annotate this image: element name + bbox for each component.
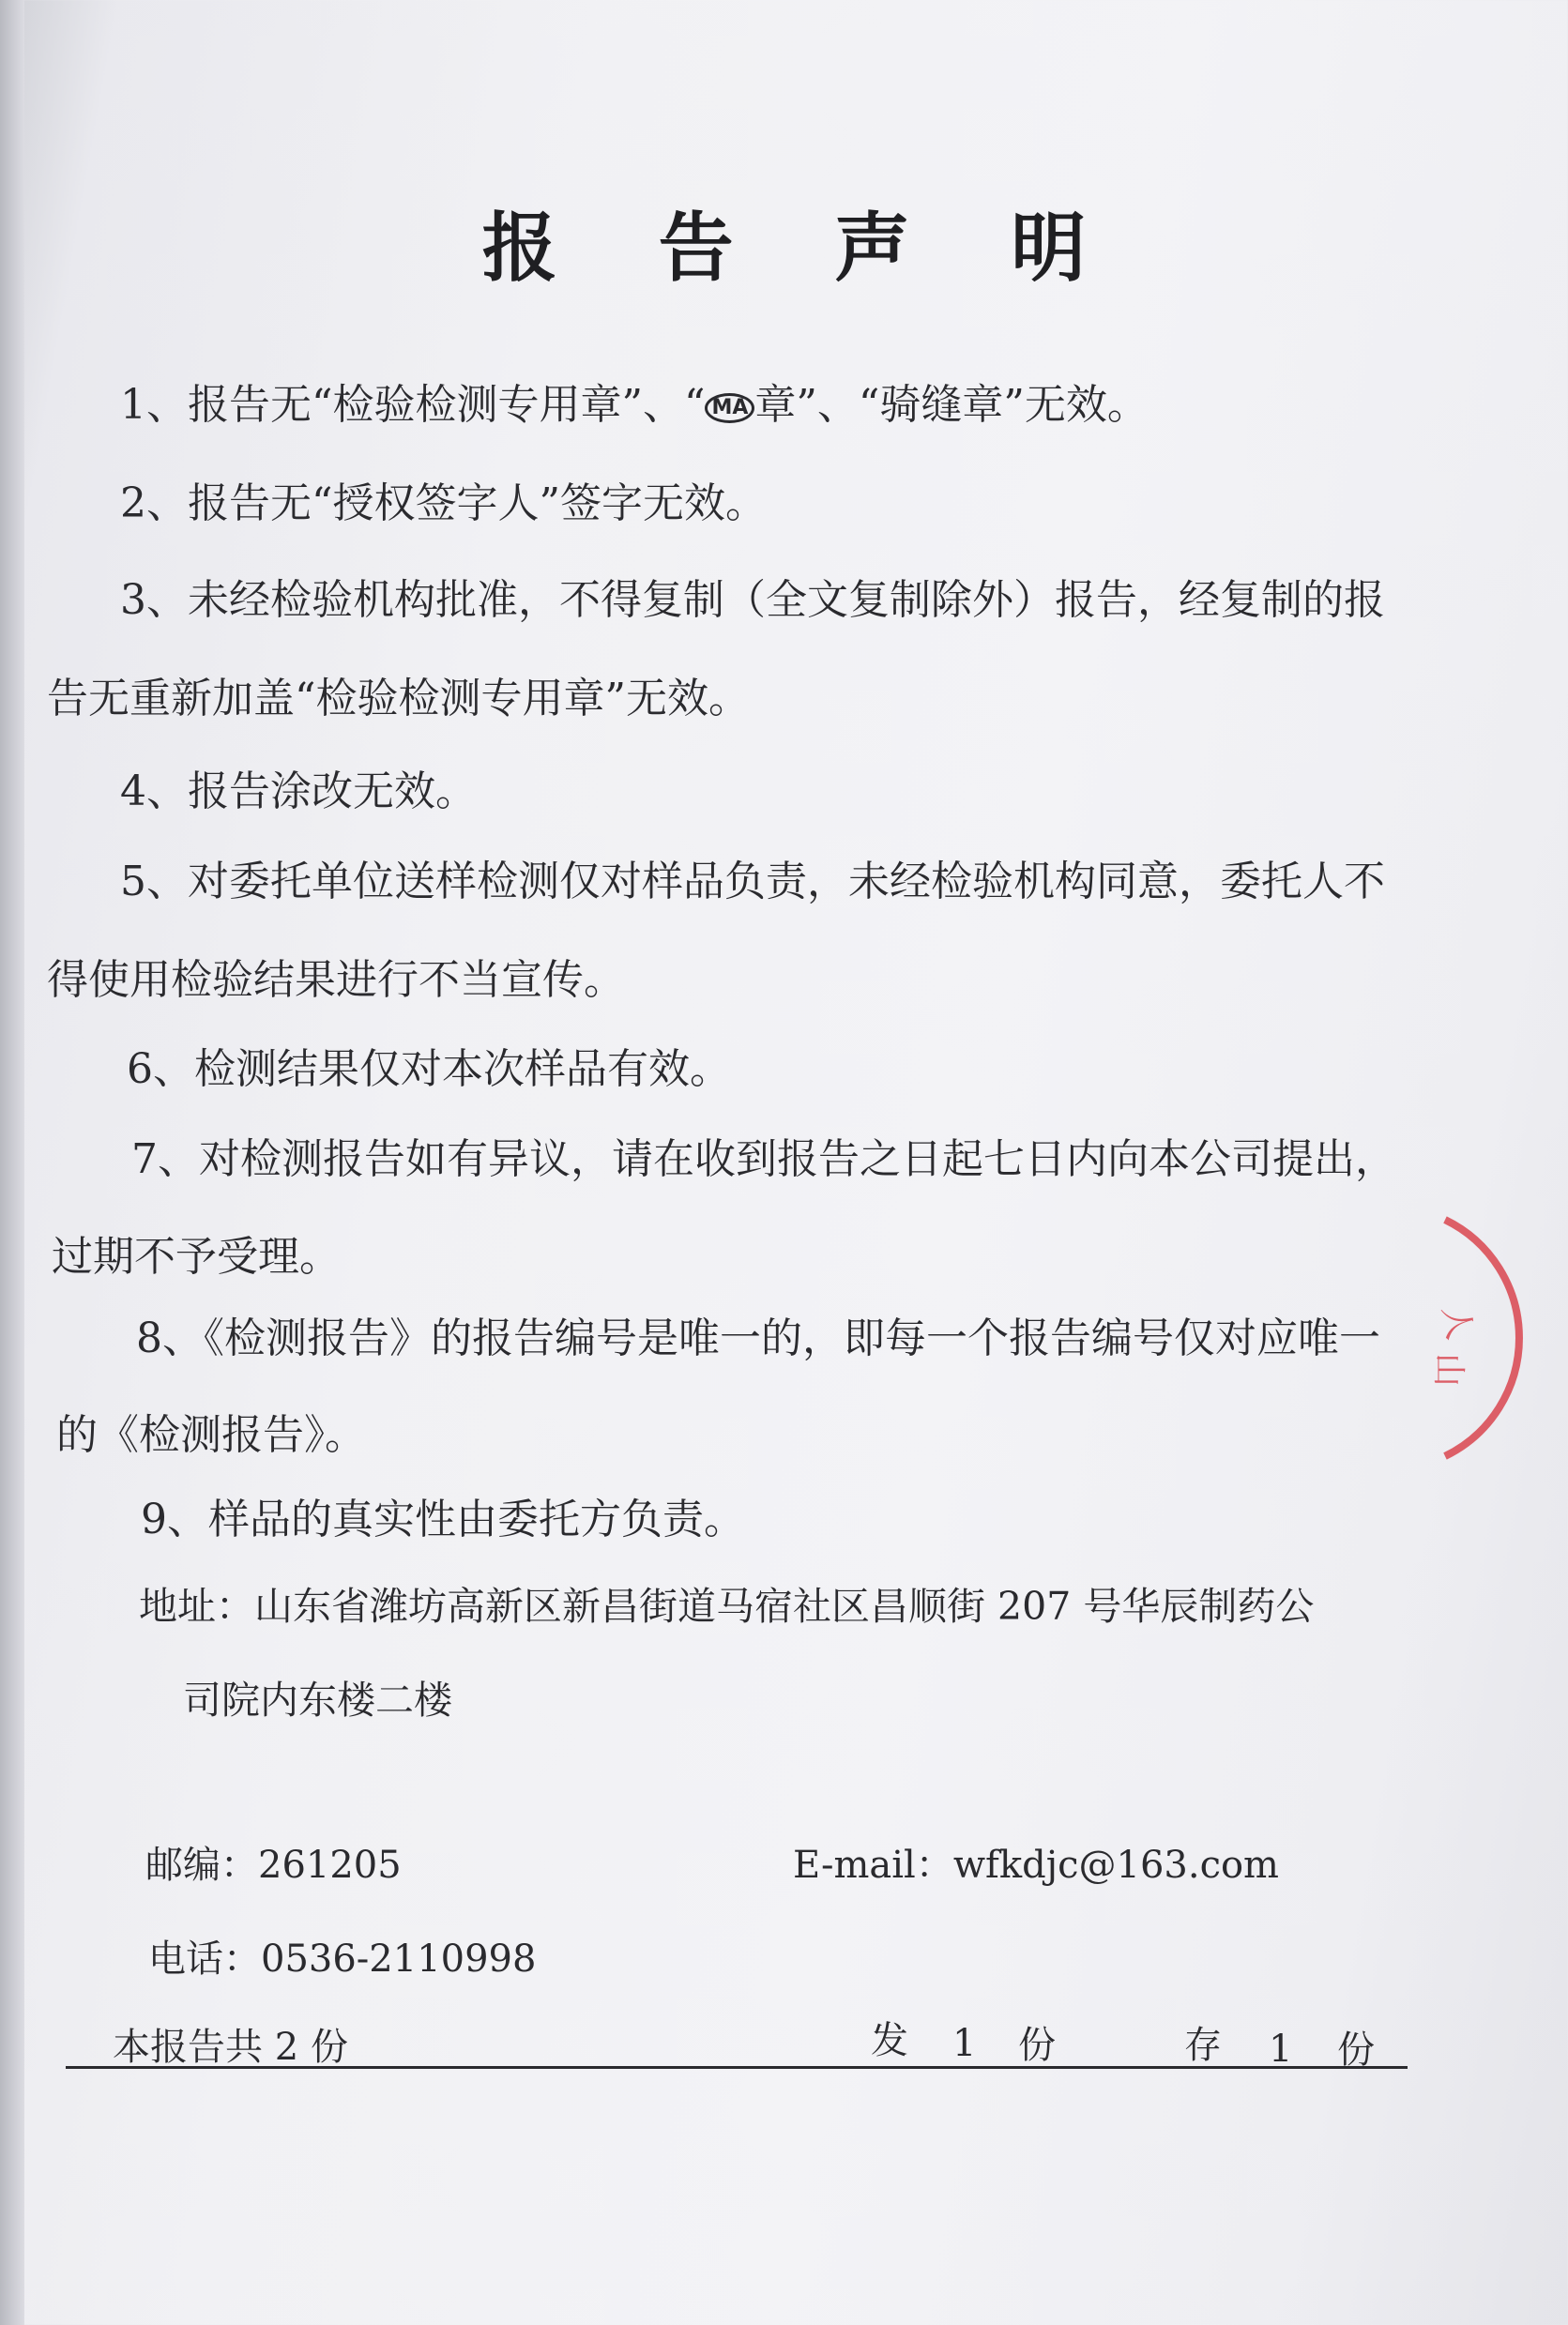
kept-label: 存	[1184, 2024, 1222, 2067]
statement-7-line-1: 7、对检测报告如有异议，请在收到报告之日起七日内向本公司提出，	[131, 1135, 1396, 1183]
kept-count: 1	[1269, 2028, 1293, 2071]
kept-unit: 份	[1337, 2029, 1375, 2072]
issued-count: 1	[952, 2022, 977, 2065]
statement-1	[120, 381, 1149, 429]
statement-6: 6、检测结果仅对本次样品有效。	[127, 1045, 731, 1093]
statement-9: 9、样品的真实性由委托方负责。	[141, 1496, 745, 1543]
statement-1-text-a: 1、报告无“检验检测专用章”、“	[120, 381, 706, 429]
statement-3-line-2: 告无重新加盖“检验检测专用章”无效。	[47, 675, 750, 722]
seal-stamp-icon	[1389, 1210, 1568, 1473]
postcode: 邮编：261205	[145, 1844, 402, 1887]
statement-4: 4、报告涂改无效。	[120, 767, 477, 815]
statement-7-line-2: 过期不予受理。	[52, 1233, 341, 1281]
svg-text:山: 山	[1429, 1353, 1468, 1388]
phone-number: 电话：0536-2110998	[148, 1938, 537, 1981]
footer-rule	[66, 2066, 1408, 2069]
address-line-1: 地址：山东省潍坊高新区新昌街道马宿社区昌顺街 207 号华辰制药公	[139, 1584, 1315, 1629]
page-edge	[0, 0, 24, 2325]
issued-unit: 份	[1018, 2024, 1056, 2067]
statement-8-line-2: 的《检测报告》。	[56, 1411, 366, 1459]
statement-5-line-2: 得使用检验结果进行不当宣传。	[47, 956, 625, 1004]
statement-5-line-1: 5、对委托单位送样检测仅对样品负责，未经检验机构同意，委托人不	[120, 858, 1385, 905]
report-total-copies: 本报告共 2 份	[113, 2026, 348, 2069]
statement-1-text-b: 章”、“骑缝章”无效。	[754, 381, 1149, 429]
statement-2: 2、报告无“授权签字人”签字无效。	[120, 479, 767, 527]
statement-8-line-1: 8、《检测报告》的报告编号是唯一的，即每一个报告编号仅对应唯一	[136, 1314, 1380, 1362]
statement-3-line-1: 3、未经检验机构批准，不得复制（全文复制除外）报告，经复制的报	[120, 576, 1385, 624]
page-title: 报 告 声 明	[481, 205, 1124, 292]
cma-mark-icon: MA	[705, 393, 754, 423]
issued-label: 发	[871, 2019, 908, 2062]
address-line-2: 司院内东楼二楼	[183, 1678, 452, 1723]
svg-text:人: 人	[1435, 1302, 1479, 1344]
email-address: E-mail：wfkdjc@163.com	[793, 1844, 1279, 1887]
